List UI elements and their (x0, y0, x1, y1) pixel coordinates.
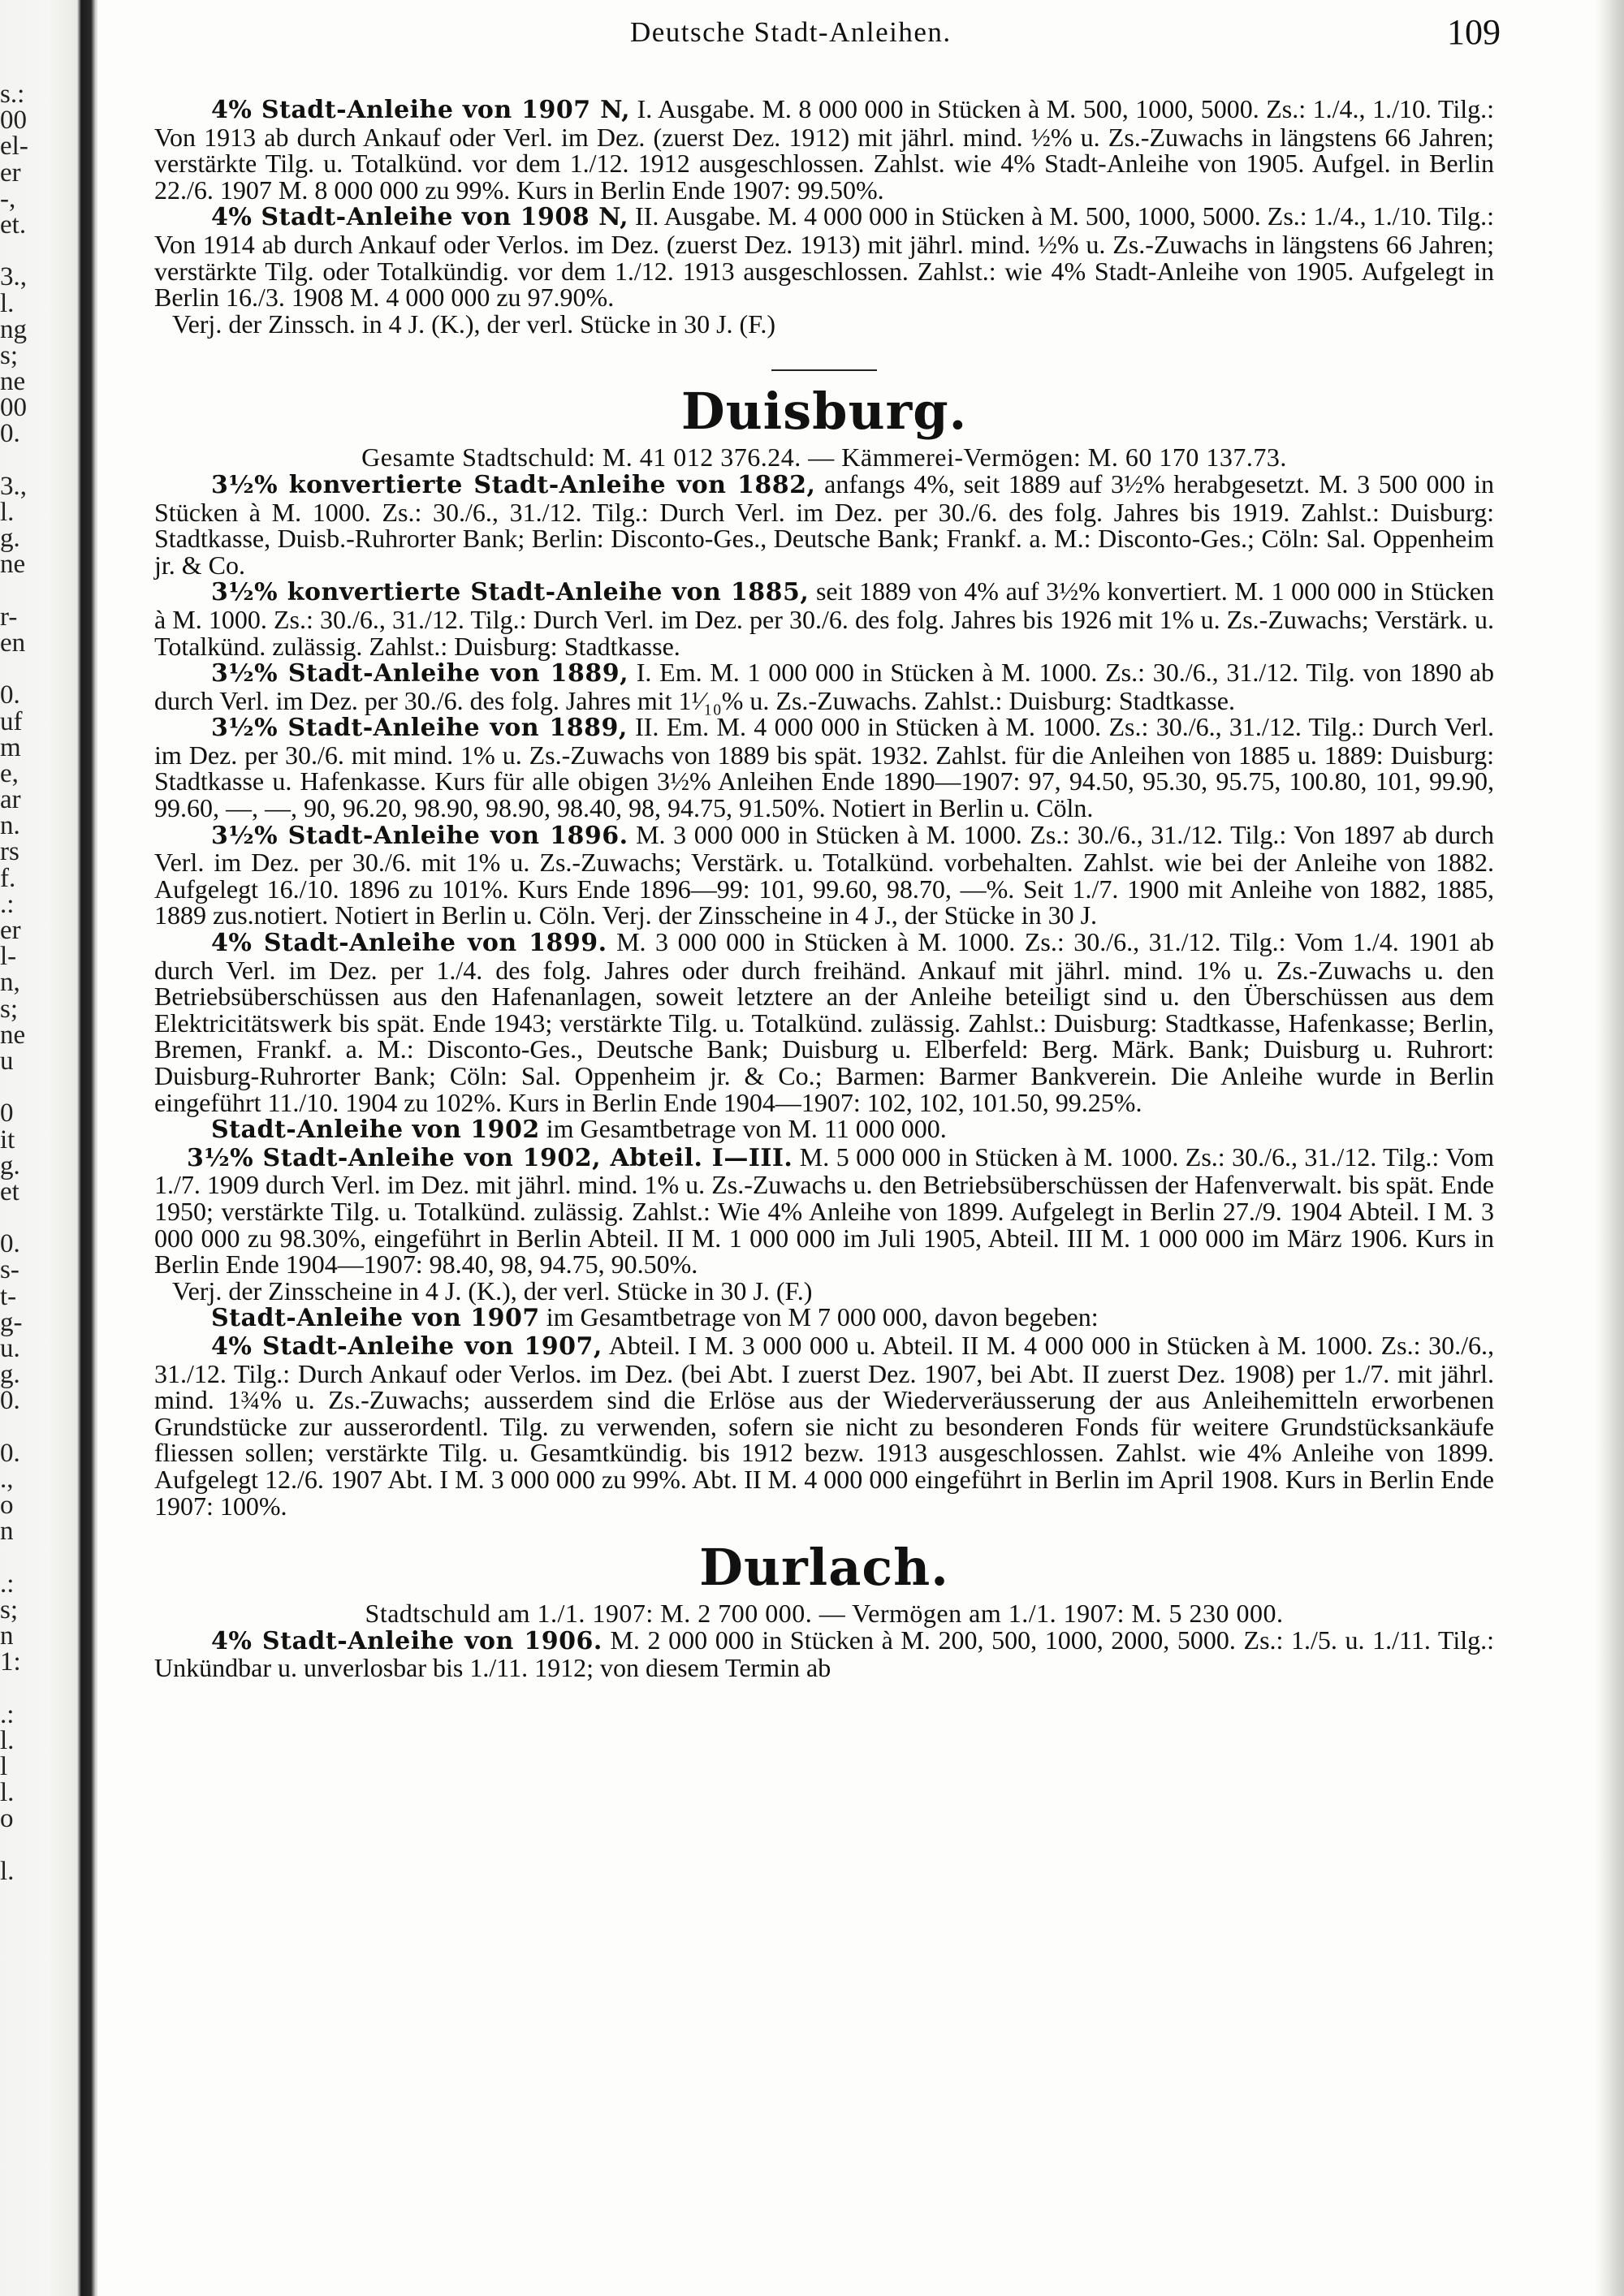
margin-fragment: er (0, 916, 21, 945)
prescription-note: Verj. der Zinssch. in 4 J. (K.), der verl. Stücke in 30 J. (F.) (172, 309, 776, 339)
margin-fragment: 3., (0, 262, 27, 292)
margin-fragment: ne (0, 367, 26, 397)
margin-fragment: g. (0, 1150, 20, 1180)
margin-fragment: et. (0, 209, 27, 240)
margin-fragment: o (0, 1491, 14, 1521)
margin-fragment: et (0, 1176, 19, 1206)
margin-fragment: ., (0, 1464, 14, 1494)
margin-fragment: u (0, 1046, 14, 1076)
bond-text: II. Em. M. 4 000 000 in Stücken à M. 1000. Zs.: 30./6., 31./12. Tilg.: Durch Verl. im Dez. per 30./6. mit mind. 1% u. Zs.-Zuwachs von 1889 bis spät. 1932. Zahlst. für die Anleihen von 1885 u. 1889: Duisburg: Stadtkasse u. Hafenkasse. Kurs für alle obigen 3½% Anleihen Ende 1890—1907: 97, 94.50, 95.30, 95.75, 100.80, 101, 99.90, 99.60, —, —, 90, 96.20, 98.90, 98.90, 98.40, 98, 94.75, 91.50%. Notiert in Berlin u. Cöln. (154, 712, 1495, 823)
bond-text: I. Em. M. 1 000 000 in Stücken à M. 1000. Zs.: 30./6., 31./12. Tilg. von 1890 ab durch Verl. im Dez. per 30./6. des folg. Jahres mit 1¹⁄₁₀% u. Zs.-Zuwachs. Zahlst.: Duisburg: Stadtkasse. (154, 658, 1495, 715)
margin-fragment: o (0, 1804, 14, 1834)
margin-fragment: t- (0, 1281, 17, 1311)
bond-title: 3½% Stadt-Anleihe von 1889, (211, 659, 629, 688)
margin-fragment: s; (0, 994, 19, 1024)
margin-fragment: ne (0, 1020, 26, 1050)
margin-fragment: f. (0, 863, 16, 893)
bond-text: II. Ausgabe. M. 4 000 000 in Stücken à M. 500, 1000, 5000. Zs.: 1./4., 1./10. Tilg.: Von 1914 ab durch Ankauf oder Verlos. im Dez. (zuerst Dez. 1913) mit jährl. mind. ½% u. Zs.-Zuwachs in längstens 66 Jahren; verstärkte Tilg. oder Totalkündig. vor dem 1./12. 1913 ausgeschlossen. Zahlst.: wie 4% Stadt-Anleihe von 1905. Aufgelegt in Berlin 16./3. 1908 M. 4 000 000 zu 97.90%. (154, 201, 1495, 313)
margin-fragment: en (0, 628, 26, 658)
city-heading: Durlach. (699, 1538, 949, 1598)
running-title: Deutsche Stadt-Anleihen. (630, 16, 952, 48)
margin-fragment: ne (0, 550, 26, 580)
bond-text: M. 2 000 000 in Stücken à M. 200, 500, 1000, 2000, 5000. Zs.: 1./5. u. 1./11. Tilg.: Unkündbar u. unverlosbar bis 1./11. 1912; von diesem Termin ab (154, 1625, 1494, 1683)
debt-summary: Gesamte Stadtschuld: M. 41 012 376.24. — Kämmerei-Vermögen: M. 60 170 137.73. (361, 442, 1287, 473)
bond-entry (154, 1144, 1494, 1278)
margin-fragment: s; (0, 340, 19, 370)
page-body (154, 96, 1494, 1681)
margin-fragment: l. (0, 1778, 15, 1808)
margin-fragment: 00 (0, 393, 27, 423)
margin-fragment: e, (0, 758, 19, 788)
margin-fragment: l. (0, 288, 15, 318)
margin-fragment: g- (0, 1307, 23, 1337)
margin-fragment: 0. (0, 1438, 20, 1468)
margin-fragment: rs (0, 837, 19, 867)
margin-fragment (0, 1545, 57, 1571)
margin-fragment: g. (0, 1360, 20, 1390)
section-spacer (154, 1519, 1494, 1534)
bond-entry (154, 714, 1494, 821)
bond-entry (154, 1332, 1494, 1519)
margin-fragment (0, 1414, 57, 1440)
margin-fragment: n. (0, 811, 20, 841)
bond-title: 3½% konvertierte Stadt-Anleihe von 1882, (211, 470, 816, 499)
margin-fragment: el- (0, 132, 28, 162)
margin-fragment (0, 1074, 57, 1100)
margin-fragment: 0. (0, 1386, 20, 1416)
margin-fragment: s; (0, 1595, 19, 1625)
margin-fragment: l- (0, 942, 17, 972)
margin-fragment: -, (0, 183, 16, 214)
bond-title: 4% Stadt-Anleihe von 1908 N, (211, 203, 629, 232)
loan-group-text: im Gesamtbetrage von M. 11 000 000. (539, 1114, 947, 1144)
bond-text: I. Ausgabe. M. 8 000 000 in Stücken à M. 500, 1000, 5000. Zs.: 1./4., 1./10. Tilg.: Von 1913 ab durch Ankauf oder Verl. im Dez. (zuerst Dez. 1912) mit jährl. mind. ½% u. Zs.-Zuwachs in längstens 66 Jahren; verstärkte Tilg. u. Totalkünd. vor dem 1./12. 1912 ausgeschlossen. Zahlst. wie 4% Stadt-Anleihe von 1905. Aufgel. in Berlin 22./6. 1907 M. 8 000 000 zu 99%. Kurs in Berlin Ende 1907: 99.50%. (154, 94, 1495, 205)
margin-fragment: ar (0, 785, 21, 815)
margin-fragment: 0. (0, 419, 20, 449)
bond-entry (154, 578, 1494, 659)
margin-fragment (0, 1205, 57, 1231)
loan-group-text: im Gesamtbetrage von M 7 000 000, davon begeben: (539, 1302, 1099, 1332)
bond-entry (154, 468, 1495, 580)
page-number: 109 (1447, 12, 1501, 52)
margin-fragment: r- (0, 602, 18, 632)
debt-summary: Stadtschuld am 1./1. 1907: M. 2 700 000. — Vermögen am 1./1. 1907: M. 5 230 000. (365, 1599, 1284, 1629)
margin-fragment: s.: (0, 81, 25, 109)
page-edge-shadow (1595, 0, 1624, 2296)
margin-fragment: n (0, 1621, 14, 1651)
bond-title: 4% Stadt-Anleihe von 1907, (211, 1331, 603, 1361)
bond-text: M. 3 000 000 in Stücken à M. 1000. Zs.: 30./6., 31./12. Tilg.: Von 1897 ab durch Verl. im Dez. per 30./6. mit 1% u. Zs.-Zuwachs; Verstärk. u. Totalkünd. vorbehalten. Zahlst. wie bei der Anleihe von 1882. Aufgelegt 16./10. 1896 zu 101%. Kurs Ende 1896—99: 101, 99.60, 98.70, —%. Seit 1./7. 1900 mit Anleihe von 1882, 1885, 1889 zus.notiert. Notiert in Berlin u. Cöln. Verj. der Zinsscheine in 4 J., der Stücke in 30 J. (154, 819, 1495, 930)
bond-text: Abteil. I M. 3 000 000 u. Abteil. II M. 4 000 000 in Stücken à M. 1000. Zs.: 30./6., 31./12. Tilg.: Durch Ankauf oder Verlos. im Dez. (bei Abt. I zuerst Dez. 1907, bei Abt. II zuerst Dez. 1908) per 1./7. mit jährl. mind. 1¾% u. Zs.-Zuwachs; ausserdem sind die Erlöse aus der Wiederveräusserung der aus Anleihemitteln erworbenen Grundstücke zur ausserordentl. Tilg. zu verwenden, sofern sie nicht zu besonderen Fonds für weitere Grundstücksankäufe fliessen sollen; verstärkte Tilg. u. Gesamtkündig. bis 1912 bezw. 1913 ausgeschlossen. Zahlst. wie 4% Anleihe von 1899. Aufgelegt 12./6. 1907 Abt. I M. 3 000 000 zu 99%. Abt. II M. 4 000 000 eingeführt in Berlin im April 1908. Kurs in Berlin Ende 1907: 100%. (154, 1330, 1495, 1521)
bond-entry (154, 1627, 1494, 1681)
margin-fragment: u. (0, 1334, 20, 1363)
margin-fragment (0, 656, 57, 682)
margin-fragment: 3., (0, 471, 27, 501)
margin-fragment: n, (0, 968, 20, 998)
city-heading: Duisburg. (680, 382, 968, 442)
bond-entry (154, 819, 1495, 930)
loan-group-title: Stadt-Anleihe von 1902 (211, 1116, 540, 1145)
bond-title: 4% Stadt-Anleihe von 1906. (211, 1626, 603, 1655)
bond-text: M. 5 000 000 in Stücken à M. 1000. Zs.: 30./6., 31./12. Tilg.: Vom 1./7. 1909 durch Verl. im Dez. mit jährl. mind. 1% u. Zs.-Zuwachs u. den Betriebsüberschüssen der Hafenverwalt. bis spät. Ende 1950; verstärkte Tilg. u. Totalkünd. zulässig. Zahlst.: Wie 4% Anleihe von 1899. Aufgelegt in Berlin 27./9. 1904 Abteil. I M. 3 000 000 zu 98.30%, eingeführt in Berlin Abteil. II M. 1 000 000 im Juli 1905, Abteil. III M. 1 000 000 im März 1906. Kurs in Berlin Ende 1904—1907: 98.40, 98, 94.75, 90.50%. (154, 1142, 1494, 1280)
margin-fragment: g. (0, 524, 20, 554)
loan-group-heading (154, 1304, 1494, 1332)
margin-fragment: uf (0, 706, 23, 736)
margin-fragment: l. (0, 1725, 15, 1755)
margin-fragment: m (0, 732, 21, 762)
section-divider (771, 369, 877, 371)
margin-fragment: 0. (0, 1229, 20, 1259)
margin-fragment: er (0, 158, 21, 188)
margin-fragment: n (0, 1517, 14, 1547)
margin-fragment: 0. (0, 680, 20, 710)
loan-group-title: Stadt-Anleihe von 1907 (211, 1304, 540, 1333)
bond-title: 3½% Stadt-Anleihe von 1896. (211, 821, 628, 850)
margin-fragment: .: (0, 1569, 15, 1599)
margin-fragment: l. (0, 498, 15, 527)
bond-text: M. 3 000 000 in Stücken à M. 1000. Zs.: 30./6., 31./12. Tilg.: Vom 1./4. 1901 ab durch Verl. im Dez. per 1./4. des folg. Jahres oder durch freihänd. Ankauf mit jährl. mind. 1% u. Zs.-Zuwachs u. den Betriebsüberschüssen aus den Hafenanlagen, soweit letztere an der Anleihe beteiligt sind u. den Überschüssen aus dem Elektricitätswerk bis spät. Ende 1943; verstärkte Tilg. u. Totalkünd. zulässig. Zahlst.: Duisburg: Stadtkasse, Hafenkasse; Berlin, Bremen, Frankf. a. M.: Disconto-Ges., Deutsche Bank; Duisburg u. Elberfeld: Berg. Märk. Bank; Duisburg u. Ruhrort: Duisburg-Ruhrorter Bank; Cöln: Sal. Oppenheim jr. & Co.; Barmen: Barmer Bankverein. Die Anleihe wurde in Berlin eingeführt 11./10. 1904 zu 102%. Kurs in Berlin Ende 1904—1907: 102, 102, 101.50, 99.25%. (154, 927, 1495, 1117)
loan-group-heading (154, 1116, 1494, 1144)
margin-fragment (0, 1832, 57, 1858)
bond-text: anfangs 4%, seit 1889 auf 3½% herabgesetzt. M. 3 500 000 in Stücken à M. 1000. Zs.: 30./6., 31./12. Tilg.: Durch Verl. im Dez. per 30./6. des folg. Jahres bis 1919. Zahlst.: Duisburg: Stadtkasse, Duisb.-Ruhrorter Bank; Berlin: Disconto-Ges., Deutsche Bank; Frankf. a. M.: Disconto-Ges.; Cöln: Sal. Oppenheim jr. & Co. (154, 468, 1495, 580)
margin-fragment: 00 (0, 106, 27, 136)
bond-title: 3½% konvertierte Stadt-Anleihe von 1885, (211, 578, 810, 607)
margin-fragment: .: (0, 889, 15, 919)
bond-text: seit 1889 von 4% auf 3½% konvertiert. M. 1 000 000 in Stücken à M. 1000. Zs.: 30./6., 31./12. Tilg.: Durch Verl. im Dez. per 30./6. des folg. Jahres bis 1926 mit 1% u. Zs.-Zuwachs; Verstärk. u. Totalkünd. zulässig. Zahlst.: Duisburg: Stadtkasse. (154, 576, 1494, 661)
margin-fragment: .: (0, 1699, 15, 1729)
margin-fragment (0, 1675, 57, 1701)
margin-fragment (0, 238, 57, 264)
margin-fragment: s- (0, 1255, 19, 1285)
bond-title: 4% Stadt-Anleihe von 1899. (211, 929, 607, 958)
prescription-note: Verj. der Zinsscheine in 4 J. (K.), der verl. Stücke in 30 J. (F.) (172, 1275, 813, 1306)
margin-fragment: it (0, 1124, 15, 1154)
margin-fragment (0, 578, 57, 604)
margin-fragment: 0 (0, 1098, 14, 1129)
bond-entry (154, 201, 1495, 313)
bond-title: 4% Stadt-Anleihe von 1907 N, (211, 96, 631, 124)
bond-entry (154, 659, 1494, 714)
bond-title: 3½% Stadt-Anleihe von 1889, (211, 714, 628, 743)
bond-entry (154, 96, 1494, 203)
margin-fragment: ng (0, 314, 27, 344)
bond-title: 3½% Stadt-Anleihe von 1902, Abteil. I—III. (187, 1143, 793, 1172)
bond-entry (154, 929, 1494, 1116)
margin-fragment (0, 447, 57, 473)
margin-fragment: 1: (0, 1647, 21, 1677)
margin-fragment: l (0, 1752, 8, 1781)
margin-fragment: l. (0, 1856, 15, 1886)
page-header (154, 11, 1501, 60)
previous-page-margin-fragments (0, 81, 57, 2273)
